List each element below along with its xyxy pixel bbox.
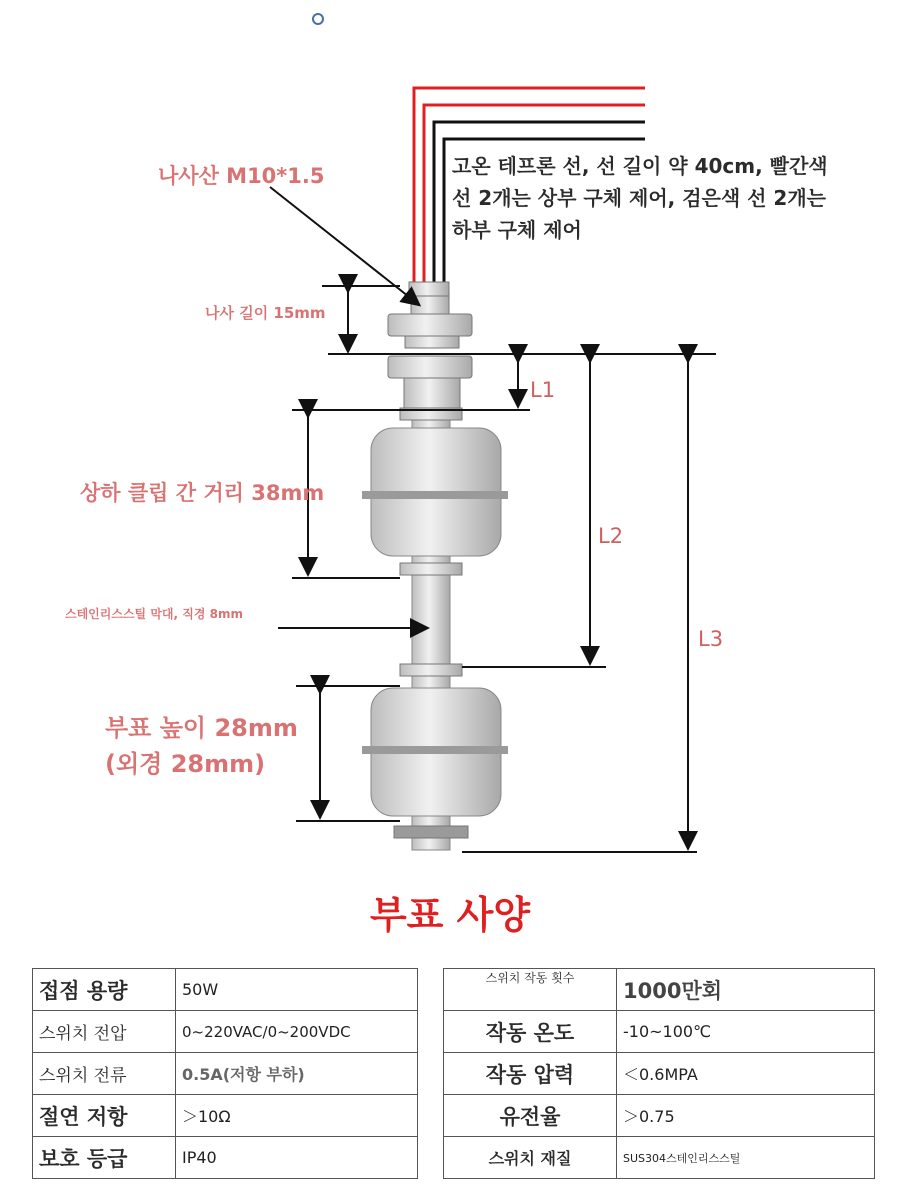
spec-key: 스위치 전류 [33, 1053, 176, 1095]
spec-key: 스위치 전압 [33, 1011, 176, 1053]
spec-key: 보호 등급 [33, 1137, 176, 1179]
spec-value: ＞0.75 [617, 1095, 875, 1137]
wire-note-line-2: 선 2개는 상부 구체 제어, 검은색 선 2개는 [452, 186, 826, 210]
table-row [33, 1137, 418, 1179]
table-row [33, 1053, 418, 1095]
spec-value: 50W [176, 969, 418, 1011]
threaded-head [388, 282, 472, 408]
spec-key: 접점 용량 [33, 969, 176, 1011]
table-row [33, 969, 418, 1011]
spec-value: 0~220VAC/0~200VDC [176, 1011, 418, 1053]
table-row [444, 969, 875, 1011]
spec-table-right [443, 968, 875, 1179]
float-height-line-1: 부표 높이 28mm [105, 714, 298, 742]
spec-title: 부표 사양 [369, 893, 531, 937]
spec-value: 1000만회 [617, 969, 875, 1011]
table-row [444, 1137, 875, 1179]
spec-key: 작동 온도 [444, 1011, 617, 1053]
table-row [444, 1053, 875, 1095]
table-row [33, 1095, 418, 1137]
wire-note-line-1: 고온 테프론 선, 선 길이 약 40cm, 빨간색 [452, 154, 828, 178]
spec-value: 0.5A(저항 부하) [176, 1053, 418, 1095]
rod-label: 스테인리스스틸 막대, 직경 8mm [65, 607, 243, 621]
logo-icon [313, 14, 323, 24]
thread-length-label: 나사 길이 15mm [205, 304, 326, 322]
wire-note-line-3: 하부 구체 제어 [452, 218, 582, 242]
clip-distance-label: 상하 클립 간 거리 38mm [80, 481, 325, 505]
float-height-line-2: (외경 28mm) [105, 750, 266, 778]
spec-value: -10~100℃ [617, 1011, 875, 1053]
spec-key: 작동 압력 [444, 1053, 617, 1095]
dimension-l3-label: L3 [698, 627, 724, 651]
spec-value: IP40 [176, 1137, 418, 1179]
thread-spec-label: 나사산 M10*1.5 [158, 164, 325, 188]
spec-table-left [32, 968, 418, 1179]
dimension-l1-label: L1 [530, 378, 556, 402]
table-row [33, 1011, 418, 1053]
spec-value: SUS304스테인리스스틸 [617, 1137, 875, 1179]
spec-key: 유전율 [444, 1095, 617, 1137]
spec-value: ＞10Ω [176, 1095, 418, 1137]
spec-key: 스위치 재질 [444, 1137, 617, 1179]
lower-float [362, 664, 508, 838]
table-row [444, 1011, 875, 1053]
spec-value: ＜0.6MPA [617, 1053, 875, 1095]
table-row [444, 1095, 875, 1137]
spec-key: 스위치 작동 횟수 [444, 969, 617, 1011]
spec-key: 절연 저항 [33, 1095, 176, 1137]
upper-float [362, 408, 508, 575]
dimension-l2-label: L2 [598, 524, 624, 548]
